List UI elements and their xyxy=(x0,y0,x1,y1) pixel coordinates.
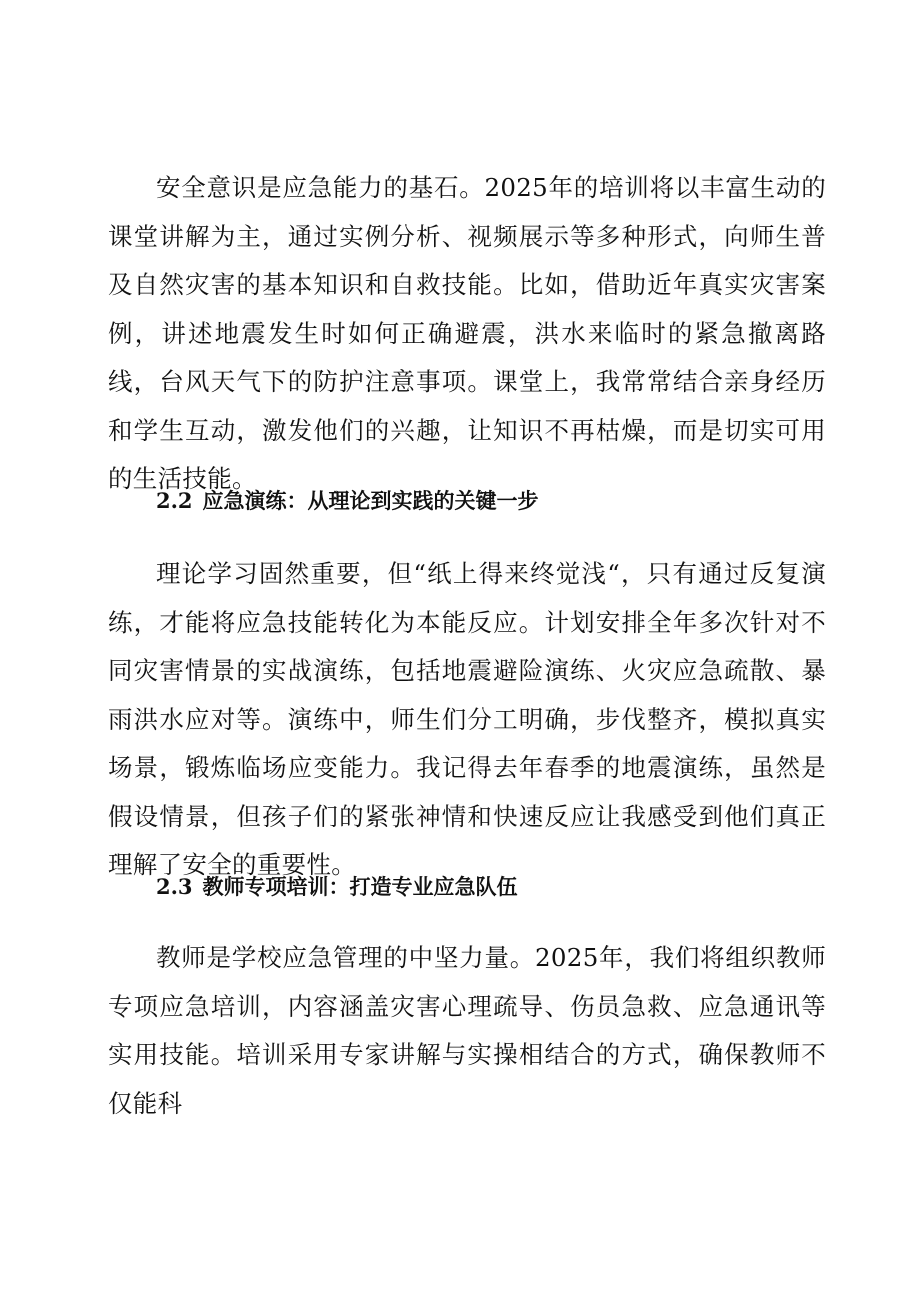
section-number: 2.3 xyxy=(156,874,193,899)
section-title: 教师专项培训：打造专业应急队伍 xyxy=(202,875,518,899)
paragraph-teacher-training: 教师是学校应急管理的中坚力量。2025年，我们将组织教师专项应急培训，内容涵盖灾害心理疏导、伤员急救、应急通讯等实用技能。培训采用专家讲解与实操相结合的方式，确保教师不仅能科 xyxy=(108,943,826,1118)
paragraph-safety-awareness: 安全意识是应急能力的基石。2025年的培训将以丰富生动的课堂讲解为主，通过实例分析、视频展示等多种形式，向师生普及自然灾害的基本知识和自救技能。比如，借助近年真实灾害案例，讲述地震发生时如何正确避震，洪水来临时的紧急撤离路线，台风天气下的防护注意事项。课堂上，我常常结合亲身经历和学生互动，激发他们的兴趣，让知识不再枯燥，而是切实可用的生活技能。 xyxy=(108,173,826,493)
paragraph-emergency-drills: 理论学习固然重要，但“纸上得来终觉浅“，只有通过反复演练，才能将应急技能转化为本能反应。计划安排全年多次针对不同灾害情景的实战演练，包括地震避险演练、火灾应急疏散、暴雨洪水应对等。演练中，师生们分工明确，步伐整齐，模拟真实场景，锻炼临场应变能力。我记得去年春季的地震演练，虽然是假设情景，但孩子们的紧张神情和快速反应让我感受到他们真正理解了安全的重要性。 xyxy=(108,559,826,879)
section-heading-2-3 xyxy=(156,872,836,902)
section-title: 应急演练：从理论到实践的关键一步 xyxy=(202,489,539,513)
section-number: 2.2 xyxy=(156,488,193,513)
section-heading-2-2 xyxy=(156,486,836,516)
